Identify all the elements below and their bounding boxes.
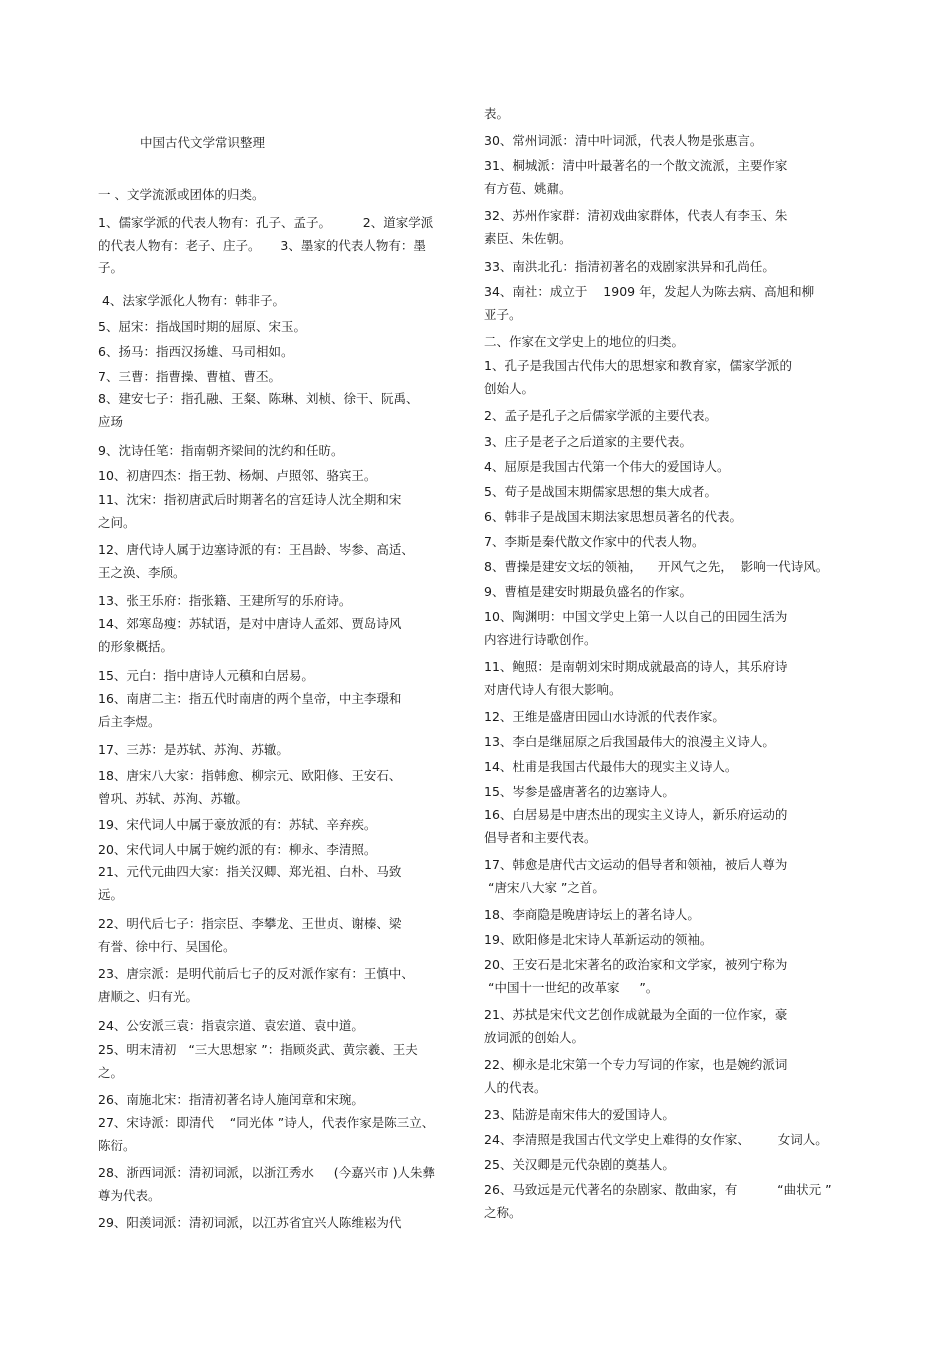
left-paragraph-11: 12、唐代诗人属于边塞诗派的有：王昌龄、岑参、高适、 王之涣、李颀。 — [98, 542, 414, 580]
left-paragraph-2: 1、儒家学派的代表人物有：孔子、孟子。 2、道家学派 的代表人物有：老子、庄子。 3、墨家的代表人物有：墨 子。 — [98, 215, 434, 275]
right-paragraph-2: 30、常州词派：清中叶词派，代表人物是张惠言。 — [484, 133, 763, 148]
right-paragraph-31: 24、李清照是我国古代文学史上难得的女作家、 女词人。 — [484, 1132, 828, 1147]
right-paragraph-33: 26、马致远是元代著名的杂剧家、散曲家，有 “曲状元 ” 之称。 — [484, 1182, 832, 1220]
right-paragraph-30: 23、陆游是南宋伟大的爱国诗人。 — [484, 1107, 675, 1122]
right-paragraph-6: 34、南社：成立于 1909 年，发起人为陈去病、高旭和柳 亚子。 — [484, 284, 815, 322]
right-paragraph-27: 20、王安石是北宋著名的政治家和文学家，被列宁称为 “中国十一世纪的改革家 ”。 — [484, 957, 788, 995]
left-paragraph-20: 21、元代元曲四大家：指关汉卿、郑光祖、白朴、马致 远。 — [98, 864, 402, 902]
left-paragraph-19: 20、宋代词人中属于婉约派的有：柳永、李清照。 — [98, 842, 377, 857]
left-paragraph-22: 23、唐宗派：是明代前后七子的反对派作家有：王慎中、 唐顺之、归有光。 — [98, 966, 414, 1004]
right-paragraph-16: 9、曹植是建安时期最负盛名的作家。 — [484, 584, 692, 599]
right-paragraph-9: 2、孟子是孔子之后儒家学派的主要代表。 — [484, 408, 717, 423]
right-paragraph-28: 21、苏拭是宋代文艺创作成就最为全面的一位作家，豪 放词派的创始人。 — [484, 1007, 788, 1045]
right-paragraph-26: 19、欧阳修是北宋诗人革新运动的领袖。 — [484, 932, 713, 947]
left-paragraph-9: 10、初唐四杰：指王勃、杨炯、卢照邻、骆宾王。 — [98, 468, 377, 483]
left-paragraph-18: 19、宋代词人中属于豪放派的有：苏轼、辛弃疾。 — [98, 817, 377, 832]
right-paragraph-25: 18、李商隐是晚唐诗坛上的著名诗人。 — [484, 907, 700, 922]
right-paragraph-21: 14、杜甫是我国古代最伟大的现实主义诗人。 — [484, 759, 738, 774]
left-paragraph-28: 29、阳羡词派：清初词派，以江苏省宜兴人陈维崧为代 — [98, 1215, 402, 1230]
left-paragraph-17: 18、唐宋八大家：指韩愈、柳宗元、欧阳修、王安石、 曾巩、苏轼、苏洵、苏辙。 — [98, 768, 402, 806]
right-paragraph-1: 表。 — [484, 106, 510, 121]
right-paragraph-23: 16、白居易是中唐杰出的现实主义诗人，新乐府运动的 倡导者和主要代表。 — [484, 807, 788, 845]
right-paragraph-8: 1、孔子是我国古代伟大的思想家和教育家，儒家学派的 创始人。 — [484, 358, 792, 396]
right-paragraph-18: 11、鲍照：是南朝刘宋时期成就最高的诗人，其乐府诗 对唐代诗人有很大影响。 — [484, 659, 788, 697]
right-paragraph-10: 3、庄子是老子之后道家的主要代表。 — [484, 434, 692, 449]
right-paragraph-29: 22、柳永是北宋第一个专力写词的作家，也是婉约派词 人的代表。 — [484, 1057, 788, 1095]
right-paragraph-17: 10、陶渊明：中国文学史上第一人以自己的田园生活为 内容进行诗歌创作。 — [484, 609, 788, 647]
right-paragraph-15: 8、曹操是建安文坛的领袖， 开风气之先， 影响一代诗风。 — [484, 559, 829, 574]
left-paragraph-4: 5、屈宋：指战国时期的屈原、宋玉。 — [98, 319, 306, 334]
left-paragraph-3: 4、法家学派化人物有：韩非子。 — [98, 293, 285, 308]
left-paragraph-23: 24、公安派三袁：指袁宗道、袁宏道、袁中道。 — [98, 1018, 364, 1033]
left-paragraph-21: 22、明代后七子：指宗臣、李攀龙、王世贞、谢榛、梁 有誉、徐中行、吴国伦。 — [98, 916, 402, 954]
left-paragraph-12: 13、张王乐府：指张籍、王建所写的乐府诗。 — [98, 593, 352, 608]
left-paragraph-24: 25、明末清初 “三大思想家 ”：指顾炎武、黄宗羲、王夫 之。 — [98, 1042, 418, 1080]
right-paragraph-22: 15、岑参是盛唐著名的边塞诗人。 — [484, 784, 675, 799]
left-paragraph-1: 一 、文学流派或团体的归类。 — [98, 187, 265, 202]
right-paragraph-24: 17、韩愈是唐代古文运动的倡导者和领袖，被后人尊为 “唐宋八大家 ”之首。 — [484, 857, 788, 895]
left-paragraph-13: 14、郊寒岛瘦：苏轼语，是对中唐诗人孟郊、贾岛诗风 的形象概括。 — [98, 616, 402, 654]
right-paragraph-3: 31、桐城派：清中叶最著名的一个散文流派，主要作家 有方苞、姚鼐。 — [484, 158, 788, 196]
page-title: 中国古代文学常识整理 — [140, 135, 266, 150]
right-paragraph-11: 4、屈原是我国古代第一个伟大的爱国诗人。 — [484, 459, 730, 474]
left-paragraph-25: 26、南施北宋：指清初著名诗人施闰章和宋琬。 — [98, 1092, 364, 1107]
left-paragraph-27: 28、浙西词派：清初词派，以浙江秀水 (今嘉兴市 )人朱彝 尊为代表。 — [98, 1165, 436, 1203]
left-paragraph-26: 27、宋诗派：即清代 “同光体 ”诗人，代表作家是陈三立、 陈衍。 — [98, 1115, 435, 1153]
right-paragraph-5: 33、南洪北孔：指清初著名的戏剧家洪异和孔尚任。 — [484, 259, 775, 274]
left-paragraph-16: 17、三苏：是苏轼、苏洵、苏辙。 — [98, 742, 289, 757]
right-paragraph-4: 32、苏州作家群：清初戏曲家群体，代表人有李玉、朱 素臣、朱佐朝。 — [484, 208, 788, 246]
right-paragraph-13: 6、韩非子是战国末期法家思想员著名的代表。 — [484, 509, 742, 524]
right-paragraph-20: 13、李白是继屈原之后我国最伟大的浪漫主义诗人。 — [484, 734, 775, 749]
right-paragraph-32: 25、关汉卿是元代杂剧的奠基人。 — [484, 1157, 675, 1172]
left-paragraph-15: 16、南唐二主：指五代时南唐的两个皇帝，中主李璟和 后主李煜。 — [98, 691, 402, 729]
left-paragraph-10: 11、沈宋：指初唐武后时期著名的宫廷诗人沈全期和宋 之问。 — [98, 492, 402, 530]
right-paragraph-19: 12、王维是盛唐田园山水诗派的代表作家。 — [484, 709, 725, 724]
right-paragraph-12: 5、荀子是战国末期儒家思想的集大成者。 — [484, 484, 717, 499]
left-paragraph-7: 8、建安七子：指孔融、王粲、陈琳、刘桢、徐干、阮禹、 应玚 — [98, 391, 419, 429]
left-paragraph-6: 7、三曹：指曹操、曹植、曹丕。 — [98, 369, 281, 384]
right-paragraph-14: 7、李斯是秦代散文作家中的代表人物。 — [484, 534, 705, 549]
left-paragraph-14: 15、元白：指中唐诗人元稹和白居易。 — [98, 668, 314, 683]
left-paragraph-5: 6、扬马：指西汉扬雄、马司相如。 — [98, 344, 294, 359]
left-paragraph-8: 9、沈诗任笔：指南朝齐梁间的沈约和任昉。 — [98, 443, 344, 458]
right-paragraph-7: 二、作家在文学史上的地位的归类。 — [484, 334, 685, 349]
